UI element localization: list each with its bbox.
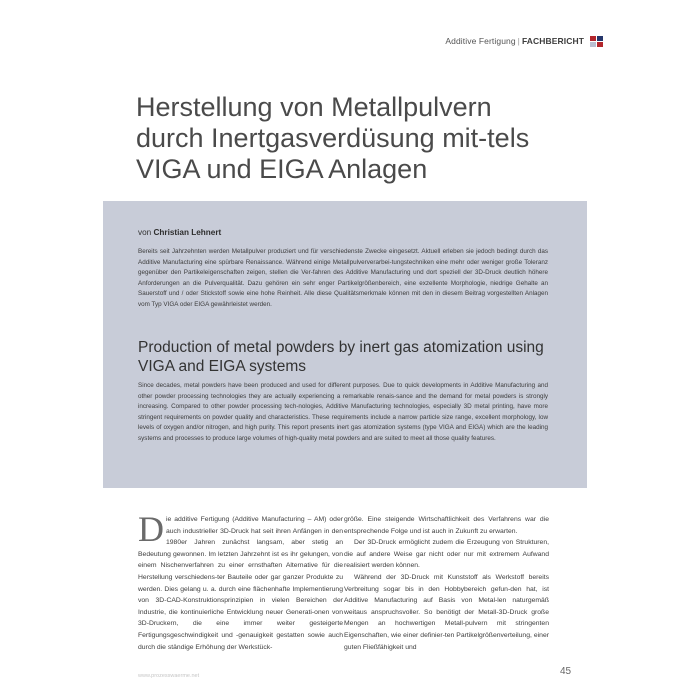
body-paragraph: Der 3D-Druck ermöglicht zudem die Erzeugung von Strukturen, die auf andere Weise gar nicht oder nur mit extremem Aufwand realisiert werden können. <box>344 539 549 570</box>
author-prefix: von <box>138 228 154 237</box>
logo-square-red-2 <box>597 42 603 47</box>
footer-url: www.prozesswaerme.net <box>138 673 200 679</box>
logo-square-red <box>590 36 596 41</box>
logo-square-light <box>590 42 596 47</box>
english-title: Production of metal powders by inert gas atomization using VIGA and EIGA systems <box>138 339 544 375</box>
drop-cap: D <box>138 509 164 549</box>
page-number: 45 <box>560 666 572 677</box>
abstract-english: Since decades, metal powders have been produced and used for different purposes. Due to quick developments in Additive Manufacturing and other powder processing technologies they are actually experiencing a remarkable renais-sance and the demand for metal powders is strongly increasing. Compared to other powder processing tech-nologies, Additive Manufacturing technologies, especially 3D metal printing, have more stringent requirements on powder quality and characteristics. These requirements include a narrow particle size range, excellent morphology, low levels of oxygen and/or nitrogen, and high purity. This report presents inert gas atomization systems (type VIGA and EIGA) which are the leading systems and processes to produce large volumes of high-quality metal powders and are suited to meet all those quality features. <box>138 382 548 442</box>
author-line <box>138 228 221 237</box>
running-header <box>445 36 584 46</box>
header-category: FACHBERICHT <box>521 36 584 46</box>
header-separator: | <box>517 36 520 46</box>
article-title: Herstellung von Metallpulvern durch Inertgasverdüsung mit-tels VIGA und EIGA Anlagen <box>136 92 530 184</box>
publisher-logo-icon <box>590 36 604 48</box>
abstract-german: Bereits seit Jahrzehnten werden Metallpulver produziert und für verschiedenste Zwecke eingesetzt. Aktuell erleben sie jedoch bedingt durch das Additive Manufacturing eine spürbare Renaissance. Während einige Metallpulververarbei-tungstechniken eine mehr oder weniger große Toleranz gegenüber den Partikeleigenschaften zeigen, stellen die Ver-fahren des Additive Manufacturing und dort speziell der 3D-Druck deutlich höhere Anforderungen an die Pulverqualität. Dazu gehören ein sehr enger Partikelgrößenbereich, eine exzellente Morphologie, niedrige Gehalte an Sauerstoff und / oder Stickstoff sowie eine hohe Reinheit. Alle diese Qualitätsmerkmale können mit den in diesem Beitrag vorgestellten Anlagen vom Typ VIGA oder EIGA gewährleistet werden. <box>138 248 548 308</box>
body-paragraph: größe. Eine steigende Wirtschaftlichkeit des Verfahrens war die entsprechende Folge und ist auch in Zukunft zu erwarten. <box>344 516 549 535</box>
body-paragraph: Während der 3D-Druck mit Kunststoff als Werkstoff bereits Verbreitung sogar bis in den Hobbybereich gefun-den hat, ist Additive Manufacturing auf Basis von Metal-len naturgemäß weitaus anspruchsvoller. So benötigt der Metall-3D-Druck große Mengen an hochwertigen Metall-pulvern mit stringenten Eigenschaften, wie einer definier-ten Partikelgrößenverteilung, einer guten Fließfähigkeit und <box>344 573 549 651</box>
header-section: Additive Fertigung <box>445 36 516 46</box>
body-left-text: ie additive Fertigung (Additive Manufacturing – AM) oder auch industrieller 3D-Druck hat seit ihren Anfängen in den 1980er Jahren zunächst langsam, aber stetig an Bedeutung gewonnen. Im letzten Jahrzehnt ist es ihr gelungen, von einem Nischenverfahren zu einer ernsthaften Alternative für die Herstellung verschiedens-ter Bauteile oder gar ganzer Produkte zu werden. Dies gelang u. a. durch eine flächenhafte Implementierung von 3D-CAD-Konstruktionsprinzipien in vielen Bereichen der Industrie, die kontinuierliche Entwicklung neuer Generati-onen von 3D-Druckern, die eine immer weiter gesteigerte Fertigungsgeschwindigkeit und -genauigkeit gestatten sowie auch durch die ständige Erhöhung der Werkstück- <box>138 516 343 651</box>
author-name: Christian Lehnert <box>153 228 222 237</box>
body-column-right <box>344 514 549 653</box>
body-column-left <box>138 509 343 653</box>
logo-square-blue <box>597 36 603 41</box>
